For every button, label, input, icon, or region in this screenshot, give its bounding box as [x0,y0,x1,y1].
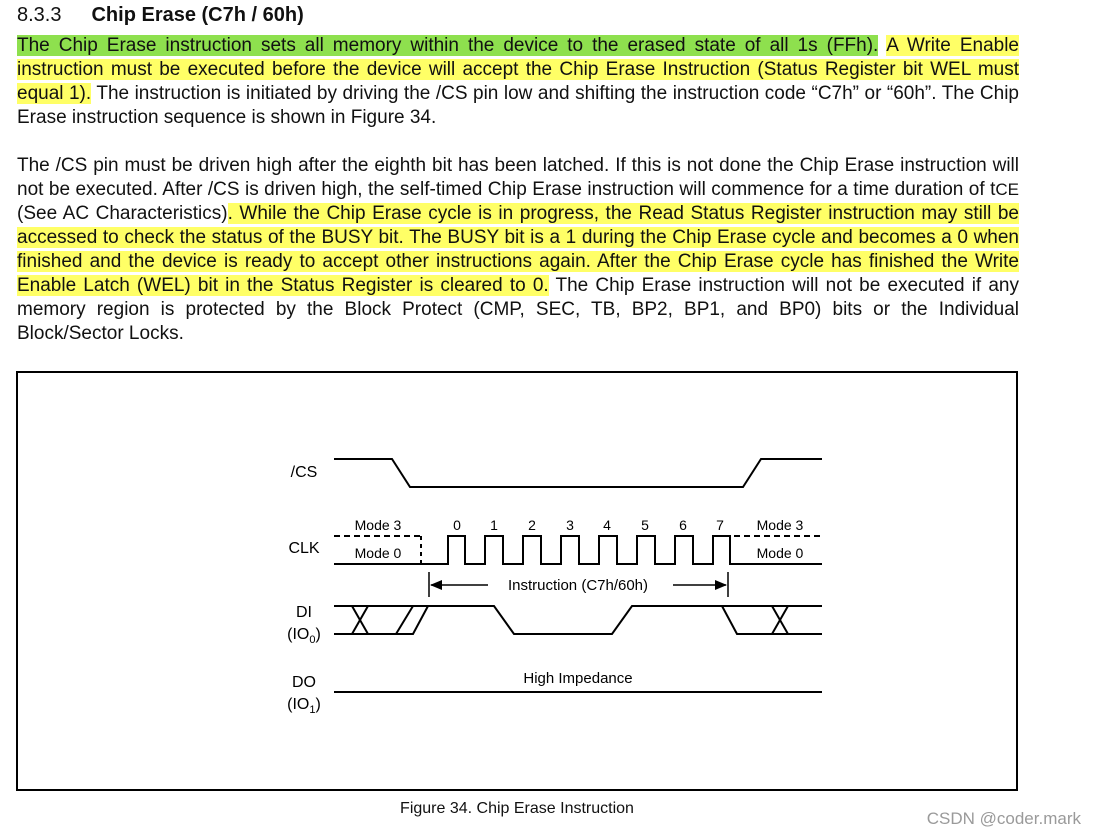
paragraph-1 [17,34,1019,130]
clock-number: 6 [679,517,687,533]
tce-subscript: CE [995,180,1019,199]
di-waveform [334,606,822,634]
plain-sentence-tail: (See AC Characteristics) [17,203,228,224]
plain-sentence: The Chip Erase instruction will not be executed if any memory region is protected by the Block Protect (CMP, SEC, TB, BP2, BP1, and BP0) bits or the Individual Block/Sector Locks. [17,275,1019,344]
di-label: DI [296,604,312,621]
figure-caption: Figure 34. Chip Erase Instruction [400,800,634,817]
plain-sentence: The instruction is initiated by driving the /CS pin low and shifting the instruction code “C7h” or “60h”. The Chip Erase instruction sequence is shown in Figure 34. [17,83,1020,128]
timing-diagram-frame [16,371,1018,791]
watermark: CSDN @coder.mark [926,809,1081,828]
do-label: DO [292,674,316,691]
clock-bit-numbers [453,517,724,533]
clk-label: CLK [288,540,320,557]
do-io-label: $(IO_1)$ [287,696,321,716]
timing-diagram [18,373,1016,789]
clock-number: 7 [716,517,724,533]
highlight-yellow-sentence: A Write Enable instruction must be executed before the device will accept the Chip Erase Instruction (Status Register bit WEL must equal 1). [17,35,1020,104]
mode3-right-label: Mode 3 [756,517,804,533]
mode0-right-label: Mode 0 [756,545,804,561]
clk-waveform [334,536,822,564]
instruction-arrowhead-right [715,580,727,590]
instruction-label: Instruction (C7h/60h) [507,577,649,594]
highlight-yellow-sentence: . While the Chip Erase cycle is in progress, the Read Status Register instruction may still be accessed to check the status of the BUSY bit. The BUSY bit is a 1 during the Chip Erase cycle and becomes a 0 when finished and the device is ready to accept other instructions again. After the Chip Erase cycle has finished the Write Enable Latch (WEL) bit in the Status Register is cleared to 0. [17,203,1019,296]
plain-sentence: The /CS pin must be driven high after the eighth bit has been latched. If this is not done the Chip Erase instruction will not be executed. After /CS is driven high, the self-timed Chip Erase instruction will commence for a time duration of t [17,155,1019,200]
cs-label: /CS [290,464,318,481]
clock-number: 4 [603,517,611,533]
paragraph-2 [17,154,1019,346]
highlight-green-sentence: The Chip Erase instruction sets all memory within the device to the erased state of all 1s (FFh). [17,35,879,56]
clock-number: 3 [566,517,574,533]
clock-number: 5 [641,517,649,533]
clock-number: 0 [453,517,461,533]
high-impedance-label: High Impedance [523,670,633,687]
cs-waveform [334,459,822,487]
section-title: Chip Erase (C7h / 60h) [91,4,304,26]
section-number: 8.3.3 [17,4,62,26]
clock-number: 2 [528,517,536,533]
instruction-arrowhead-left [430,580,442,590]
mode0-left-label: Mode 0 [354,545,402,561]
clock-number: 1 [490,517,498,533]
mode3-left-label: Mode 3 [354,517,402,533]
section-heading [17,4,304,26]
di-io-label: $(IO_0)$ [287,626,321,646]
